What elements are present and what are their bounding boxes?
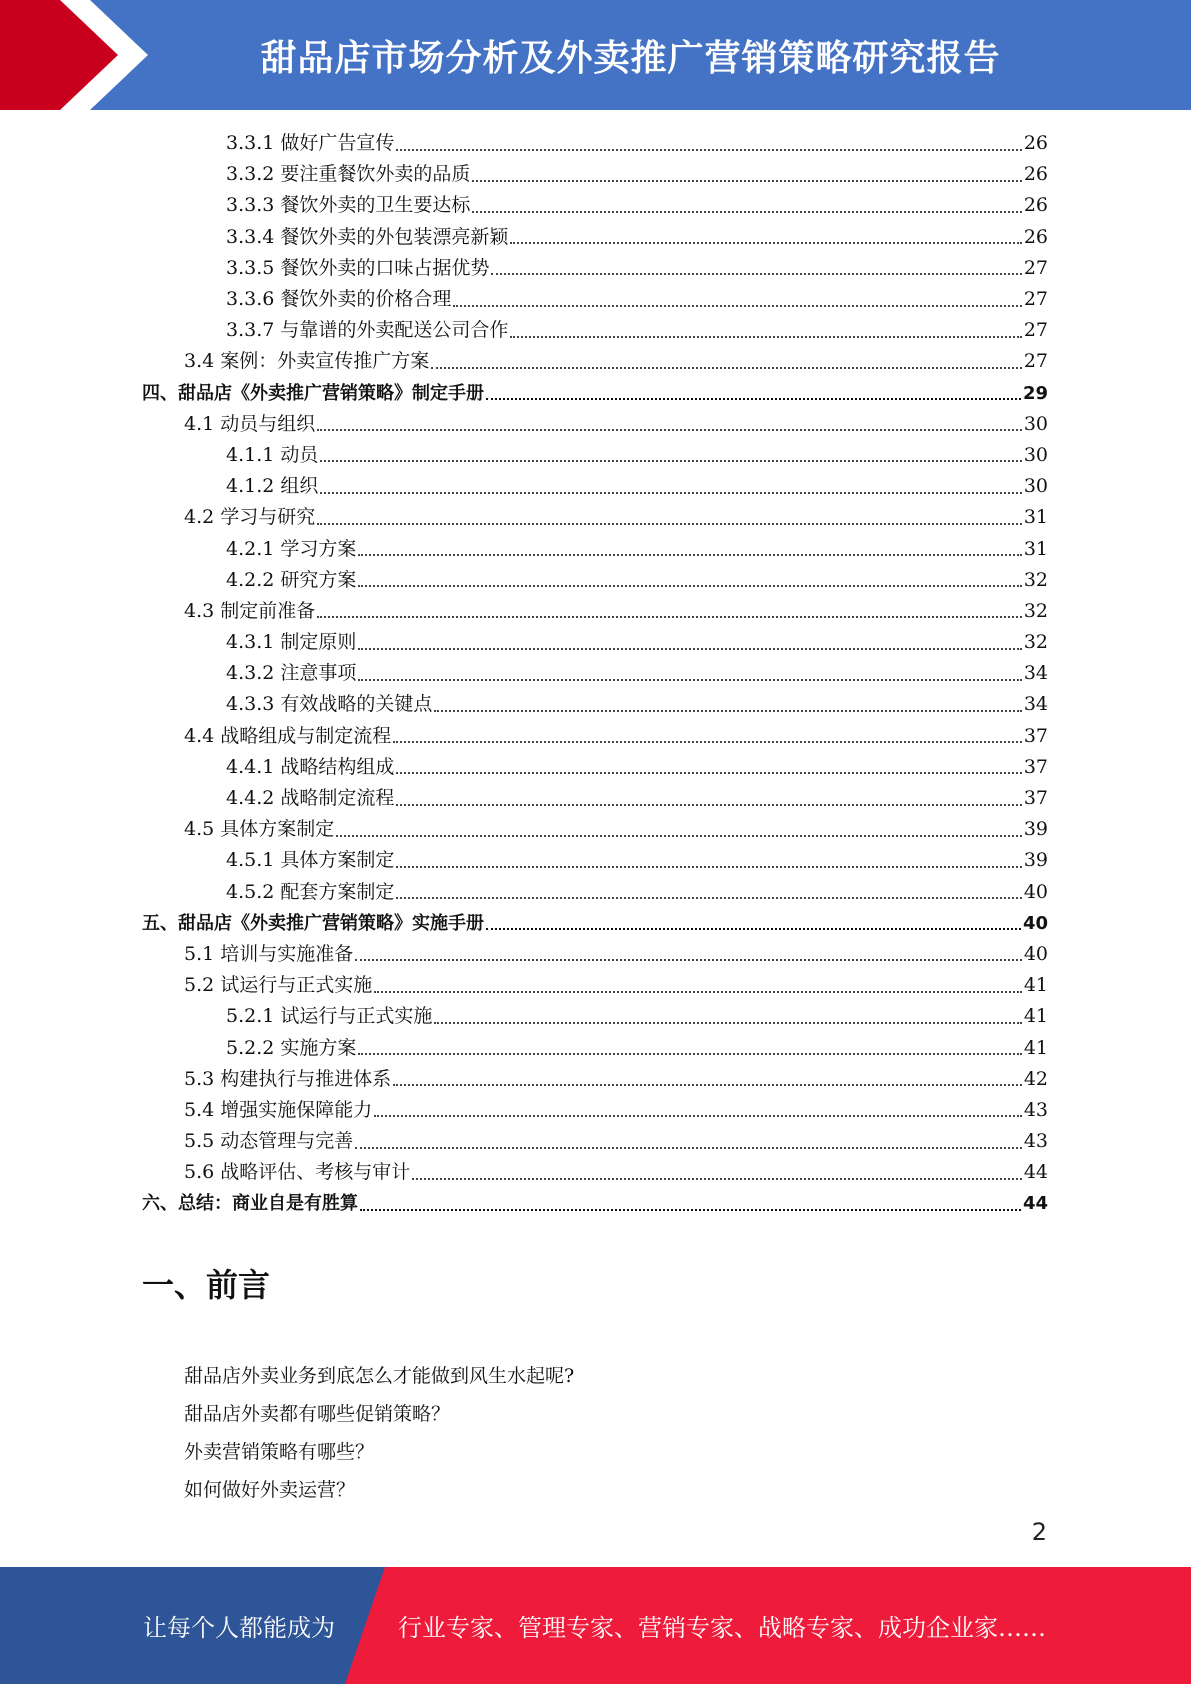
toc-entry-title: 3.4 案例：外卖宣传推广方案 [184, 350, 430, 373]
document-title: 甜品店市场分析及外卖推广营销策略研究报告 [260, 37, 1001, 79]
toc-entry-title: 4.2 学习与研究 [184, 506, 316, 529]
toc-entry-page: 31 [1023, 537, 1048, 560]
toc-entry[interactable] [0, 1157, 1191, 1188]
toc-entry[interactable] [0, 128, 1191, 159]
toc-entry-page: 27 [1023, 288, 1048, 311]
toc-entry-page: 34 [1023, 693, 1048, 716]
toc-entry-page: 26 [1023, 163, 1048, 186]
toc-dot-leader [396, 149, 1021, 151]
toc-entry-title: 4.5.1 具体方案制定 [226, 849, 395, 872]
toc-entry-title: 4.1 动员与组织 [184, 412, 316, 435]
toc-entry[interactable] [0, 315, 1191, 346]
toc-entry-page: 42 [1023, 1067, 1048, 1090]
toc-dot-leader [396, 804, 1021, 806]
toc-entry[interactable] [0, 877, 1191, 908]
toc-entry[interactable] [0, 939, 1191, 970]
toc-entry[interactable] [0, 284, 1191, 315]
toc-entry-page: 32 [1023, 599, 1048, 622]
toc-entry-title: 3.3.2 要注重餐饮外卖的品质 [226, 163, 471, 186]
toc-entry[interactable] [0, 627, 1191, 658]
toc-entry[interactable] [0, 222, 1191, 253]
toc-entry-title: 5.1 培训与实施准备 [184, 942, 354, 965]
toc-entry-page: 41 [1023, 1036, 1048, 1059]
toc-entry[interactable] [0, 1095, 1191, 1126]
toc-entry-page: 44 [1022, 1193, 1048, 1215]
toc-entry-page: 31 [1023, 506, 1048, 529]
toc-entry-title: 5.2.2 实施方案 [226, 1036, 357, 1059]
toc-entry-title: 4.3.3 有效战略的关键点 [226, 693, 433, 716]
toc-entry[interactable] [0, 596, 1191, 627]
footer-slogan-left: 让每个人都能成为 [143, 1614, 335, 1642]
toc-entry[interactable] [0, 908, 1191, 939]
header-banner [0, 0, 1191, 110]
toc-dot-leader [317, 616, 1022, 618]
toc-entry-title: 4.4 战略组成与制定流程 [184, 724, 392, 747]
toc-entry[interactable] [0, 471, 1191, 502]
toc-dot-leader [396, 772, 1021, 774]
toc-dot-leader [317, 429, 1022, 431]
toc-dot-leader [472, 211, 1021, 213]
section-heading: 一、前言 [142, 1266, 271, 1304]
toc-entry[interactable] [0, 378, 1191, 409]
toc-entry[interactable] [0, 752, 1191, 783]
toc-entry[interactable] [0, 190, 1191, 221]
toc-dot-leader [374, 1115, 1022, 1117]
toc-entry-page: 39 [1023, 849, 1048, 872]
toc-dot-leader [453, 305, 1021, 307]
toc-entry[interactable] [0, 409, 1191, 440]
toc-dot-leader [491, 273, 1021, 275]
toc-entry-title: 4.4.1 战略结构组成 [226, 755, 395, 778]
toc-dot-leader [412, 1178, 1022, 1180]
toc-dot-leader [317, 523, 1022, 525]
toc-dot-leader [396, 897, 1021, 899]
toc-entry-page: 40 [1022, 912, 1048, 934]
toc-entry-page: 29 [1022, 382, 1048, 404]
toc-entry-title: 3.3.7 与靠谱的外卖配送公司合作 [226, 319, 509, 342]
toc-dot-leader [355, 1147, 1022, 1149]
toc-entry[interactable] [0, 1188, 1191, 1219]
toc-entry-page: 34 [1023, 662, 1048, 685]
toc-entry-title: 4.3 制定前准备 [184, 599, 316, 622]
toc-entry[interactable] [0, 346, 1191, 377]
toc-entry[interactable] [0, 1032, 1191, 1063]
toc-entry-title: 5.5 动态管理与完善 [184, 1130, 354, 1153]
toc-entry-title: 4.5 具体方案制定 [184, 818, 335, 841]
toc-entry-page: 41 [1023, 1005, 1048, 1028]
toc-dot-leader [510, 336, 1021, 338]
toc-entry-title: 4.4.2 战略制定流程 [226, 787, 395, 810]
toc-entry-page: 30 [1023, 475, 1048, 498]
toc-entry-page: 43 [1023, 1130, 1048, 1153]
toc-entry-title: 4.2.1 学习方案 [226, 537, 357, 560]
toc-dot-leader [486, 398, 1021, 400]
toc-entry-page: 41 [1023, 974, 1048, 997]
toc-entry-page: 26 [1023, 225, 1048, 248]
toc-entry[interactable] [0, 1001, 1191, 1032]
toc-dot-leader [486, 928, 1021, 930]
toc-dot-leader [393, 1084, 1022, 1086]
toc-entry-title: 3.3.3 餐饮外卖的卫生要达标 [226, 194, 471, 217]
toc-dot-leader [358, 648, 1021, 650]
toc-dot-leader [358, 554, 1021, 556]
toc-entry-title: 5.2.1 试运行与正式实施 [226, 1005, 433, 1028]
toc-entry-title: 4.3.2 注意事项 [226, 662, 357, 685]
toc-dot-leader [358, 679, 1021, 681]
toc-entry-title: 六、总结：商业自是有胜算 [142, 1193, 358, 1215]
toc-entry[interactable] [0, 658, 1191, 689]
toc-entry[interactable] [0, 1064, 1191, 1095]
toc-entry-page: 40 [1023, 942, 1048, 965]
toc-entry-title: 3.3.5 餐饮外卖的口味占据优势 [226, 256, 490, 279]
toc-entry-page: 37 [1023, 724, 1048, 747]
toc-entry-page: 40 [1023, 880, 1048, 903]
toc-entry-page: 37 [1023, 787, 1048, 810]
toc-entry-page: 43 [1023, 1098, 1048, 1121]
toc-dot-leader [396, 866, 1021, 868]
toc-dot-leader [336, 835, 1022, 837]
toc-dot-leader [355, 959, 1022, 961]
toc-dot-leader [358, 1053, 1021, 1055]
toc-dot-leader [431, 367, 1022, 369]
toc-dot-leader [320, 460, 1021, 462]
question-item: 甜品店外卖都有哪些促销策略？ [184, 1403, 451, 1425]
question-item: 外卖营销策略有哪些？ [184, 1441, 375, 1463]
table-of-contents [0, 128, 1191, 1220]
toc-entry-title: 5.6 战略评估、考核与审计 [184, 1161, 411, 1184]
toc-entry-page: 39 [1023, 818, 1048, 841]
toc-entry-title: 四、甜品店《外卖推广营销策略》制定手册 [142, 382, 484, 404]
toc-entry-title: 3.3.4 餐饮外卖的外包装漂亮新颖 [226, 225, 509, 248]
footer-banner [0, 1567, 1191, 1684]
toc-entry-title: 4.1.1 动员 [226, 443, 319, 466]
toc-entry-page: 27 [1023, 350, 1048, 373]
footer-slogan-right: 行业专家、管理专家、营销专家、战略专家、成功企业家…… [398, 1614, 1046, 1642]
toc-entry-page: 37 [1023, 755, 1048, 778]
toc-entry-page: 32 [1023, 568, 1048, 591]
toc-entry-title: 4.3.1 制定原则 [226, 631, 357, 654]
toc-dot-leader [510, 242, 1021, 244]
toc-dot-leader [393, 741, 1022, 743]
page-number: 2 [1031, 1518, 1047, 1546]
question-item: 甜品店外卖业务到底怎么才能做到风生水起呢? [184, 1365, 575, 1387]
toc-dot-leader [320, 492, 1021, 494]
toc-entry[interactable] [0, 565, 1191, 596]
toc-dot-leader [434, 710, 1021, 712]
toc-entry-page: 27 [1023, 319, 1048, 342]
toc-entry-page: 27 [1023, 256, 1048, 279]
toc-entry[interactable] [0, 845, 1191, 876]
toc-entry-title: 3.3.6 餐饮外卖的价格合理 [226, 288, 452, 311]
toc-entry-page: 30 [1023, 412, 1048, 435]
toc-entry-title: 4.2.2 研究方案 [226, 568, 357, 591]
toc-dot-leader [358, 585, 1021, 587]
toc-entry-title: 五、甜品店《外卖推广营销策略》实施手册 [142, 912, 484, 934]
toc-entry[interactable] [0, 970, 1191, 1001]
toc-entry-title: 5.2 试运行与正式实施 [184, 974, 373, 997]
toc-entry[interactable] [0, 1126, 1191, 1157]
toc-entry-page: 30 [1023, 443, 1048, 466]
toc-entry[interactable] [0, 440, 1191, 471]
toc-entry[interactable] [0, 159, 1191, 190]
toc-entry[interactable] [0, 689, 1191, 720]
toc-entry-page: 44 [1023, 1161, 1048, 1184]
toc-entry[interactable] [0, 533, 1191, 564]
toc-dot-leader [434, 1022, 1021, 1024]
toc-entry-title: 3.3.1 做好广告宣传 [226, 132, 395, 155]
toc-entry-title: 5.4 增强实施保障能力 [184, 1098, 373, 1121]
toc-dot-leader [374, 991, 1022, 993]
toc-entry-page: 32 [1023, 631, 1048, 654]
toc-entry[interactable] [0, 253, 1191, 284]
toc-dot-leader [472, 180, 1021, 182]
toc-entry-page: 26 [1023, 132, 1048, 155]
toc-entry[interactable] [0, 814, 1191, 845]
toc-entry-title: 4.1.2 组织 [226, 475, 319, 498]
question-list [184, 1357, 574, 1509]
toc-entry-page: 26 [1023, 194, 1048, 217]
toc-entry-title: 5.3 构建执行与推进体系 [184, 1067, 392, 1090]
toc-entry[interactable] [0, 783, 1191, 814]
toc-dot-leader [360, 1209, 1021, 1211]
question-item: 如何做好外卖运营？ [184, 1479, 356, 1501]
toc-entry[interactable] [0, 502, 1191, 533]
toc-entry-title: 4.5.2 配套方案制定 [226, 880, 395, 903]
toc-entry[interactable] [0, 721, 1191, 752]
